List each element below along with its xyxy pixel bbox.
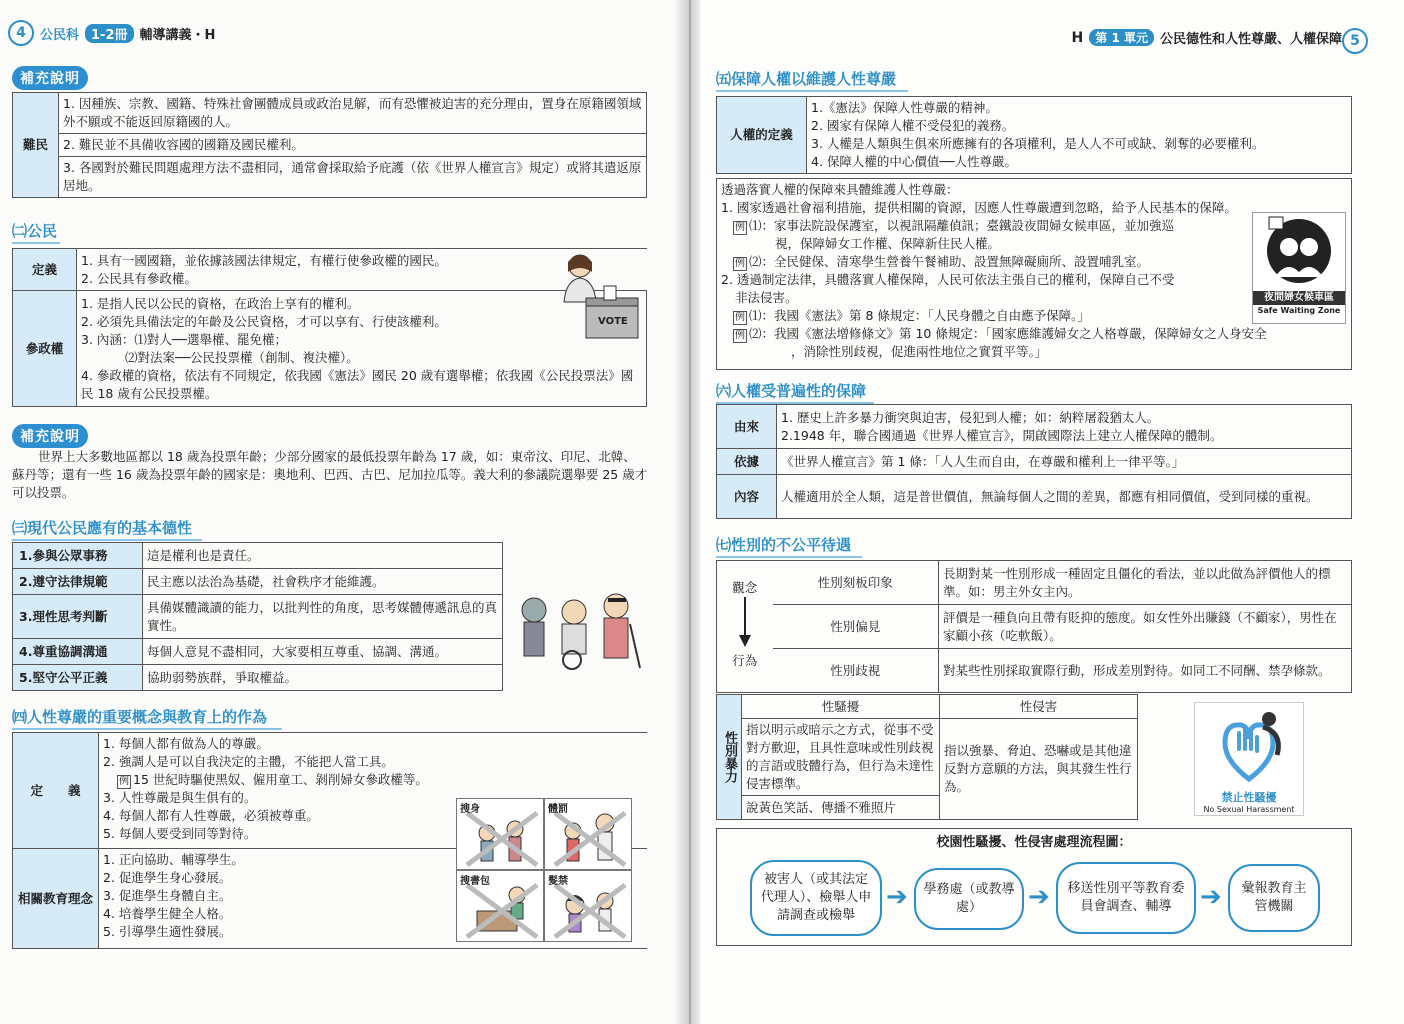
assault-text: 指以強暴、脅迫、恐嚇或是其他違反對方意願的方法，與其發生性行為。 [940,719,1138,820]
dignity-item: 4. 每個人都有人性尊嚴，必須被尊重。 [103,808,319,823]
axis-top-label: 觀念 [732,580,758,595]
logo-subtitle: No Sexual Harassment [1203,805,1295,814]
virtue-label: 3.理性思考判斷 [13,595,143,639]
supplement-pill: 補充說明 [12,66,88,90]
body-line: 1. 國家透過社會福利措施，提供相關的資源，因應人性尊嚴遭到忽略，給予人民基本的保障。 [721,200,1237,215]
citizen-table [12,248,647,407]
assault-heading: 性侵害 [940,695,1138,719]
flow-step-4: 彙報教育主管機關 [1228,864,1320,932]
vote-box-label: VOTE [598,316,628,327]
flow-arrow-icon: ➔ [1028,882,1050,912]
political-rights-item: ⑵對法案──公民投票權（創制、複決權）。 [125,349,359,365]
subject-label: 公民科 [40,27,80,43]
education-item: 1. 正向協助、輔導學生。 [103,852,244,867]
human-rights-item: 3. 人權是人類與生俱來所應擁有的各項權利，是人人不可或缺、剝奪的必要權利。 [811,136,1265,151]
human-rights-label: 人權的定義 [717,97,807,174]
education-item: 3. 促進學生身體自主。 [103,888,232,903]
page-number: 4 [8,20,34,46]
panel-label: 體罰 [548,804,568,815]
stereotype-label: 性別刻板印象 [773,561,939,605]
refugee-item: 1. 因種族、宗教、國籍、特殊社會團體成員或政治見解，而有恐懼被迫害的充分理由，置身在原籍國領域外不願或不能返回原籍國的人。 [59,93,647,134]
panel-label: 搜書包 [460,876,490,887]
body-line: ⑴：我國《憲法》第 8 條規定：「人民身體之自由應予保障。」 [749,308,1090,323]
illustration-panel [544,798,632,870]
content-label: 內容 [717,475,777,519]
discrimination-label: 性別歧視 [773,649,939,693]
dignity-item: 1. 每個人都有做為人的尊嚴。 [103,736,269,751]
left-header [8,20,215,46]
people-illustration [512,584,646,670]
right-header [1072,28,1342,47]
human-rights-item: 1.《憲法》保障人性尊嚴的精神。 [811,100,998,115]
example-tag: 例 [119,776,129,787]
illustration-panel [456,870,544,942]
body-line: ⑵：我國《憲法增修條文》第 10 條規定：「國家應維護婦女之人格尊嚴，保障婦女之人身安全 [749,326,1267,341]
dignity-item: 3. 人性尊嚴是與生俱有的。 [103,790,257,805]
dignity-item: 2. 強調人是可以自我決定的主體，不能把人當工具。 [103,754,394,769]
body-line: ⑴：家事法院設保護室，以視訊隔離偵訊；臺鐵設夜間婦女候車區，並加強巡 [749,218,1175,233]
virtue-text: 這是權利也是責任。 [143,543,503,569]
body-line: ⑵：全民健保、清寒學生營養午餐補助、設置無障礙廁所、設置哺乳室。 [749,254,1150,269]
content-text: 人權適用於全人類，這是普世價值，無論每個人之間的差異，都應有相同價值，受到同樣的重視。 [777,475,1352,519]
refugee-table [12,92,647,198]
dignity-item: 5. 每個人要受到同等對待。 [103,826,257,841]
concept-axis [717,561,773,693]
voter-illustration [556,250,644,342]
virtue-text: 具備媒體識讀的能力，以批判性的角度，思考媒體傳遞訊息的真實性。 [143,595,503,639]
volume-badge: 1-2冊 [85,24,134,43]
women-sign-icon [1253,213,1345,287]
bias-label: 性別偏見 [773,605,939,649]
flow-step-3: 移送性別平等教育委員會調查、輔導 [1056,862,1196,934]
violence-label: 性別暴力 [717,695,742,820]
origin-label: 由來 [717,405,777,449]
flow-step-2: 學務處（或教導處） [914,868,1024,930]
bias-text: 評價是一種負向且帶有貶抑的態度。如女性外出賺錢（不顧家），男性在家顧小孩（吃軟飯）。 [939,605,1352,649]
body-line: ，消除性別歧視，促進兩性地位之實質平等。」 [791,344,1048,359]
body-line: 2. 透過制定法律，具體落實人權保障，人民可依法主張自己的權利，保障自己不受 [721,272,1175,287]
definition-label: 定 義 [13,733,99,849]
no-harassment-logo [1194,702,1304,816]
origin-item: 2.1948 年，聯合國通過《世界人權宣言》，開啟國際法上建立人權保障的體制。 [781,427,1223,443]
unit-title: 公民德性和人性尊嚴、人權保障 [1159,32,1342,47]
safe-waiting-zone-sign [1252,212,1346,324]
flow-arrow-icon: ➔ [886,882,908,912]
harassment-example: 說黃色笑話、傳播不雅照片 [742,796,940,820]
section-title: ㈤保障人權以維護人性尊嚴 [716,68,908,92]
stereotype-text: 長期對某一性別形成一種固定且僵化的看法，並以此做為評價他人的標準。如：男主外女主內。 [939,561,1352,605]
section-title: ㈢現代公民應有的基本德性 [12,517,202,541]
education-label: 相關教育理念 [13,849,99,949]
flow-arrow-icon: ➔ [1200,882,1222,912]
series-label: 輔導講義・H [139,27,216,43]
virtue-text: 每個人意見不盡相同，大家要相互尊重、協調、溝通。 [143,639,503,665]
panel-label: 搜身 [460,804,480,815]
definition-item: 1. 具有一國國籍，並依據該國法律規定，有權行使參政權的國民。 [81,252,447,268]
virtue-label: 5.堅守公平正義 [13,665,143,691]
page-number: 5 [1342,28,1368,54]
education-item: 5. 引導學生適性發展。 [103,924,232,939]
virtue-text: 協助弱勢族群，爭取權益。 [143,665,503,691]
basis-label: 依據 [717,449,777,475]
illustration-panel [456,798,544,870]
origin-item: 1. 歷史上許多暴力衝突與迫害，侵犯到人權；如：納粹屠殺猶太人。 [781,409,1160,425]
sign-subtitle: Safe Waiting Zone [1257,306,1341,315]
section-title: ㈡公民 [12,220,60,244]
flow-step-1: 被害人（或其法定代理人）、檢舉人申請調查或檢舉 [750,860,882,936]
axis-bottom-label: 行為 [732,653,758,668]
political-rights-item: 3. 內涵：⑴對人──選舉權、罷免權； [81,331,287,347]
logo-title: 禁止性騷擾 [1221,791,1277,804]
refugee-label: 難民 [13,93,59,198]
discrimination-text: 對某些性別採取實際行動，形成差別對待。如同工不同酬、禁孕條款。 [939,649,1352,693]
left-page [0,0,690,1024]
harassment-text: 指以明示或暗示之方式，從事不受對方歡迎，且具性意味或性別歧視的言語或肢體行為，但行為未達性侵害標準。 [742,719,940,796]
virtue-label: 4.尊重協調溝通 [13,639,143,665]
section-title: ㈦性別的不公平待遇 [716,534,862,558]
body-line: 非法侵害。 [735,290,798,305]
body-line: 透過落實人權的保障來具體維護人性尊嚴： [721,182,959,197]
supplement-pill: 補充說明 [12,424,88,448]
definition-item: 2. 公民具有參政權。 [81,270,197,286]
flowchart-title: 校園性騷擾、性侵害處理流程圖： [936,835,1132,850]
example-tag: 例 [735,258,745,269]
right-page [700,0,1404,1024]
political-rights-item: 4. 參政權的資格，依法有不同規定，依我國《憲法》國民 20 歲有選舉權；依我國《公民投票法》國民 18 歲有公民投票權。 [81,367,634,401]
unit-badge: 第 1 單元 [1089,29,1154,46]
illustration-panel [544,870,632,942]
example-tag: 例 [735,222,745,233]
virtue-label: 2.遵守法律規範 [13,569,143,595]
refugee-item: 2. 難民並不具備收容國的國籍及國民權利。 [59,134,647,157]
example-tag: 例 [735,312,745,323]
human-rights-item: 2. 國家有保障人權不受侵犯的義務。 [811,118,1015,133]
gender-inequality-table [716,560,1352,693]
example-tag: 例 [735,330,745,341]
down-arrow-icon [738,597,752,647]
education-item: 2. 促進學生身心發展。 [103,870,232,885]
political-rights-item: 2. 必須先具備法定的年齡及公民資格，才可以享有、行使該權利。 [81,313,447,329]
political-rights-item: 1. 是指人民以公民的資格，在政治上享有的權利。 [81,295,360,311]
universal-rights-table [716,404,1352,519]
refugee-item: 3. 各國對於難民問題處理方法不盡相同，通常會採取給予庇護（依《世界人權宣言》規定）或將其遣返原居地。 [59,157,647,198]
sign-title: 夜間婦女候車區 [1253,291,1345,305]
section-title: ㈣人性尊嚴的重要概念與教育上的作為 [12,706,282,730]
human-rights-def-table [716,96,1352,174]
series-code: H [1071,29,1084,46]
harassment-heading: 性騷擾 [742,695,940,719]
voting-age-note: 世界上大多數地區都以 18 歲為投票年齡；少部分國家的最低投票年齡為 17 歲，如：東帝汶、印尼、北韓、蘇丹等；還有一些 16 歲為投票年齡的國家是：奧地利、巴西、古巴、尼加拉瓜等。義大利的參議院選舉要 25 歲才可以投票。 [12,449,648,500]
human-rights-item: 4. 保障人權的中心價值──人性尊嚴。 [811,154,1017,169]
virtue-label: 1.參與公眾事務 [13,543,143,569]
definition-label: 定義 [13,249,77,291]
dignity-example: 15 世紀時驅使黑奴、僱用童工、剝削婦女參政權等。 [133,772,428,787]
political-rights-label: 參政權 [13,291,77,407]
panel-label: 髮禁 [548,876,568,887]
education-item: 4. 培養學生健全人格。 [103,906,232,921]
virtue-text: 民主應以法治為基礎，社會秩序才能維護。 [143,569,503,595]
body-line: 視，保障婦女工作權、保障新住民人權。 [775,236,1001,251]
section-title: ㈥人權受普遍性的保障 [716,380,874,404]
heart-hand-icon [1195,703,1303,787]
basis-text: 《世界人權宣言》第 1 條：「人人生而自由，在尊嚴和權利上一律平等。」 [777,449,1352,475]
